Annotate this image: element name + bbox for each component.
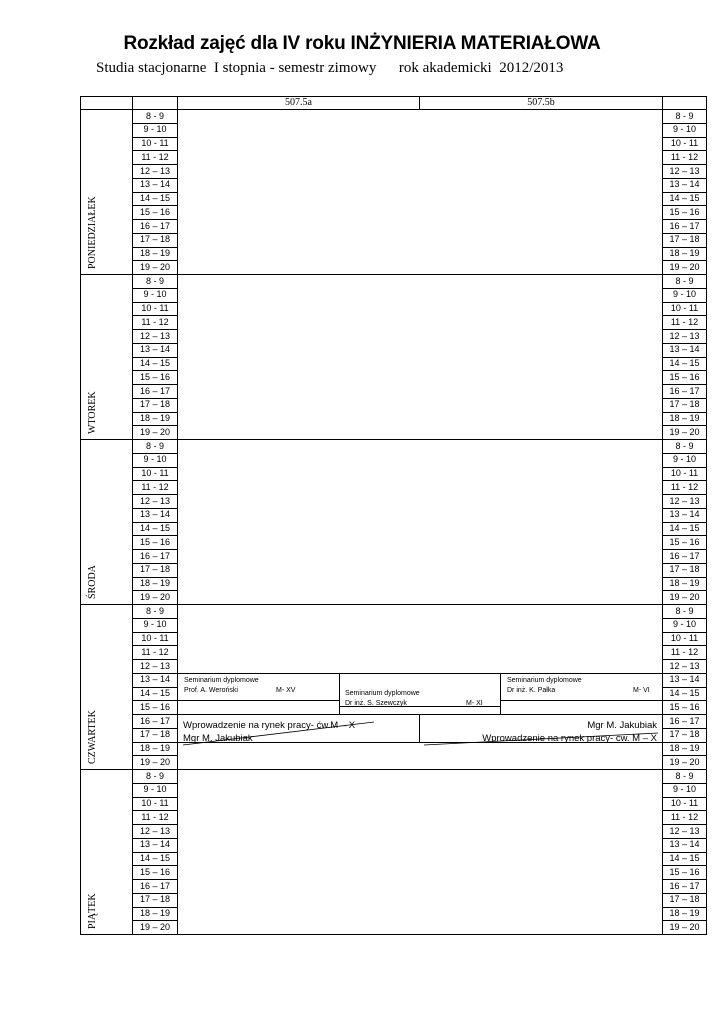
hour-label-left: 12 – 13 bbox=[139, 330, 171, 341]
hour-label-left: 14 – 15 bbox=[139, 193, 171, 203]
hour-label-right: 13 – 14 bbox=[669, 674, 700, 685]
hour-label-left: 12 – 13 bbox=[139, 495, 171, 506]
seminar-1-title: Seminarium dyplomowe bbox=[184, 677, 259, 684]
hour-label-right: 8 - 9 bbox=[675, 110, 694, 121]
hour-label-right: 18 – 19 bbox=[669, 413, 700, 423]
hour-label-right: 12 – 13 bbox=[669, 825, 700, 836]
seminar-1-teacher: Prof. A. Weroński bbox=[184, 687, 238, 694]
hour-label-left: 9 - 10 bbox=[143, 289, 167, 300]
hour-label-left: 14 – 15 bbox=[139, 853, 171, 863]
hour-label-left: 18 – 19 bbox=[139, 413, 171, 423]
hour-label-right: 14 – 15 bbox=[669, 358, 700, 368]
hour-label-left: 14 – 15 bbox=[139, 523, 171, 533]
day-label-2: ŚRODA bbox=[87, 565, 98, 599]
hour-label-right: 19 – 20 bbox=[669, 591, 700, 602]
day-label-4: PIĄTEK bbox=[87, 893, 98, 929]
hour-label-right: 12 – 13 bbox=[669, 495, 700, 506]
hour-label-right: 19 – 20 bbox=[669, 426, 700, 437]
hour-label-right: 12 – 13 bbox=[669, 660, 700, 671]
hour-label-left: 19 – 20 bbox=[139, 921, 171, 932]
hour-label-right: 16 – 17 bbox=[669, 550, 700, 561]
hour-label-left: 18 – 19 bbox=[139, 248, 171, 258]
hour-label-left: 15 – 16 bbox=[139, 371, 171, 382]
room-header-b: 507.5b bbox=[527, 97, 555, 108]
right-class-title: Wprowadzenie na rynek pracy- ćw. M – X bbox=[482, 733, 657, 744]
hour-label-left: 17 – 18 bbox=[139, 234, 171, 245]
left-class-title: Wprowadzenie na rynek pracy- ćw.M – X bbox=[183, 720, 356, 731]
hour-label-left: 13 – 14 bbox=[139, 674, 171, 685]
hour-label-left: 10 - 11 bbox=[141, 303, 169, 313]
hour-label-left: 12 – 13 bbox=[139, 165, 171, 176]
hour-label-left: 13 – 14 bbox=[139, 839, 171, 850]
hour-label-right: 8 - 9 bbox=[675, 275, 694, 286]
hour-label-right: 17 – 18 bbox=[669, 564, 700, 575]
hour-label-right: 17 – 18 bbox=[669, 234, 700, 245]
hour-label-right: 16 – 17 bbox=[669, 715, 700, 726]
hour-label-right: 18 – 19 bbox=[669, 908, 700, 918]
hour-label-right: 11 - 12 bbox=[670, 316, 699, 327]
hour-label-left: 13 – 14 bbox=[139, 179, 171, 190]
hour-label-right: 8 - 9 bbox=[675, 770, 694, 781]
hour-label-right: 8 - 9 bbox=[675, 440, 694, 451]
hour-label-left: 9 - 10 bbox=[143, 619, 167, 630]
hour-label-right: 13 – 14 bbox=[669, 344, 700, 355]
hour-label-left: 17 – 18 bbox=[139, 564, 171, 575]
hour-label-right: 19 – 20 bbox=[669, 261, 700, 272]
hour-label-left: 12 – 13 bbox=[139, 825, 171, 836]
hour-label-right: 9 - 10 bbox=[672, 784, 696, 795]
hour-label-left: 8 - 9 bbox=[145, 275, 164, 286]
right-class-teacher: Mgr M. Jakubiak bbox=[587, 720, 657, 731]
hour-label-right: 15 – 16 bbox=[669, 866, 700, 877]
hour-label-right: 10 - 11 bbox=[670, 633, 699, 643]
hour-label-left: 13 – 14 bbox=[139, 509, 171, 520]
hour-label-left: 10 - 11 bbox=[141, 798, 169, 808]
hour-label-left: 15 – 16 bbox=[139, 536, 171, 547]
hour-label-right: 14 – 15 bbox=[669, 193, 700, 203]
hour-label-left: 16 – 17 bbox=[139, 385, 171, 396]
hour-label-right: 14 – 15 bbox=[669, 853, 700, 863]
hour-label-right: 14 – 15 bbox=[669, 688, 700, 698]
hour-label-left: 16 – 17 bbox=[139, 220, 171, 231]
hour-label-left: 18 – 19 bbox=[139, 743, 171, 753]
room-header-a: 507.5a bbox=[285, 97, 312, 108]
hour-label-right: 16 – 17 bbox=[669, 880, 700, 891]
hour-label-left: 9 - 10 bbox=[143, 454, 167, 465]
hour-label-left: 16 – 17 bbox=[139, 550, 171, 561]
hour-label-right: 14 – 15 bbox=[669, 523, 700, 533]
hour-label-right: 16 – 17 bbox=[669, 385, 700, 396]
hour-label-left: 17 – 18 bbox=[139, 399, 171, 410]
hour-label-left: 15 – 16 bbox=[139, 206, 171, 217]
hour-label-right: 19 – 20 bbox=[669, 921, 700, 932]
hour-label-left: 19 – 20 bbox=[139, 426, 171, 437]
hour-label-right: 11 - 12 bbox=[670, 481, 699, 492]
hour-label-left: 8 - 9 bbox=[145, 110, 164, 121]
page-title: Rozkład zajęć dla IV roku INŻYNIERIA MATERIAŁOWA bbox=[123, 33, 601, 54]
hour-label-left: 19 – 20 bbox=[139, 756, 171, 767]
hour-label-right: 11 - 12 bbox=[670, 646, 699, 657]
hour-label-left: 11 - 12 bbox=[141, 811, 169, 822]
hour-label-right: 15 – 16 bbox=[669, 701, 700, 712]
hour-label-right: 11 - 12 bbox=[670, 151, 699, 162]
hour-label-right: 13 – 14 bbox=[669, 179, 700, 190]
seminar-2-teacher: Dr inż. S. Szewczyk bbox=[345, 700, 407, 707]
hour-label-left: 9 - 10 bbox=[143, 784, 167, 795]
hour-label-left: 11 - 12 bbox=[141, 151, 169, 162]
hour-label-right: 9 - 10 bbox=[672, 619, 696, 630]
hour-label-left: 19 – 20 bbox=[139, 591, 171, 602]
hour-label-left: 16 – 17 bbox=[139, 880, 171, 891]
hour-label-left: 11 - 12 bbox=[141, 316, 169, 327]
hour-label-right: 17 – 18 bbox=[669, 399, 700, 410]
seminar-3-code: M- VI bbox=[633, 687, 650, 694]
hour-label-left: 15 – 16 bbox=[139, 701, 171, 712]
hour-label-left: 19 – 20 bbox=[139, 261, 171, 272]
hour-label-right: 9 - 10 bbox=[672, 124, 696, 135]
seminar-1-code: M- XV bbox=[276, 687, 296, 694]
day-label-3: CZWARTEK bbox=[87, 710, 98, 764]
seminar-2-code: M- XI bbox=[466, 700, 483, 707]
seminar-2-title: Seminarium dyplomowe bbox=[345, 690, 420, 697]
seminar-3-title: Seminarium dyplomowe bbox=[507, 677, 582, 684]
hour-label-right: 10 - 11 bbox=[670, 138, 699, 148]
hour-label-right: 10 - 11 bbox=[670, 468, 699, 478]
hour-label-right: 9 - 10 bbox=[672, 454, 696, 465]
hour-label-right: 18 – 19 bbox=[669, 578, 700, 588]
hour-label-left: 18 – 19 bbox=[139, 578, 171, 588]
hour-label-left: 11 - 12 bbox=[141, 481, 169, 492]
hour-label-right: 9 - 10 bbox=[672, 289, 696, 300]
hour-label-right: 15 – 16 bbox=[669, 371, 700, 382]
day-label-1: WTOREK bbox=[87, 391, 98, 434]
page-subtitle: Studia stacjonarne I stopnia - semestr zimowy rok akademicki 2012/2013 bbox=[96, 60, 564, 76]
hour-label-right: 12 – 13 bbox=[669, 165, 700, 176]
hour-label-left: 18 – 19 bbox=[139, 908, 171, 918]
hour-label-left: 17 – 18 bbox=[139, 894, 171, 905]
hour-label-right: 15 – 16 bbox=[669, 206, 700, 217]
hour-label-right: 18 – 19 bbox=[669, 743, 700, 753]
hour-label-left: 14 – 15 bbox=[139, 688, 171, 698]
hour-label-right: 16 – 17 bbox=[669, 220, 700, 231]
hour-label-right: 12 – 13 bbox=[669, 330, 700, 341]
hour-label-right: 10 - 11 bbox=[670, 798, 699, 808]
hour-label-right: 13 – 14 bbox=[669, 839, 700, 850]
hour-label-left: 12 – 13 bbox=[139, 660, 171, 671]
hour-label-left: 11 - 12 bbox=[141, 646, 169, 657]
hour-label-right: 17 – 18 bbox=[669, 729, 700, 740]
hour-label-right: 8 - 9 bbox=[675, 605, 694, 616]
hour-label-left: 8 - 9 bbox=[145, 770, 164, 781]
hour-label-right: 11 - 12 bbox=[670, 811, 699, 822]
hour-label-right: 19 – 20 bbox=[669, 756, 700, 767]
hour-label-left: 16 – 17 bbox=[139, 715, 171, 726]
hour-label-left: 8 - 9 bbox=[145, 440, 164, 451]
day-label-0: PONIEDZIAŁEK bbox=[87, 196, 98, 269]
hour-label-left: 10 - 11 bbox=[141, 633, 169, 643]
hour-label-right: 17 – 18 bbox=[669, 894, 700, 905]
hour-label-left: 17 – 18 bbox=[139, 729, 171, 740]
hour-label-left: 9 - 10 bbox=[143, 124, 167, 135]
hour-label-left: 15 – 16 bbox=[139, 866, 171, 877]
hour-label-left: 14 – 15 bbox=[139, 358, 171, 368]
hour-label-left: 10 - 11 bbox=[141, 138, 169, 148]
hour-label-left: 8 - 9 bbox=[145, 605, 164, 616]
hour-label-right: 13 – 14 bbox=[669, 509, 700, 520]
hour-label-right: 15 – 16 bbox=[669, 536, 700, 547]
left-class-teacher: Mgr M. Jakubiak bbox=[183, 733, 253, 744]
hour-label-left: 10 - 11 bbox=[141, 468, 169, 478]
seminar-3-teacher: Dr inż. K. Pałka bbox=[507, 687, 556, 694]
hour-label-left: 13 – 14 bbox=[139, 344, 171, 355]
hour-label-right: 10 - 11 bbox=[670, 303, 699, 313]
hour-label-right: 18 – 19 bbox=[669, 248, 700, 258]
